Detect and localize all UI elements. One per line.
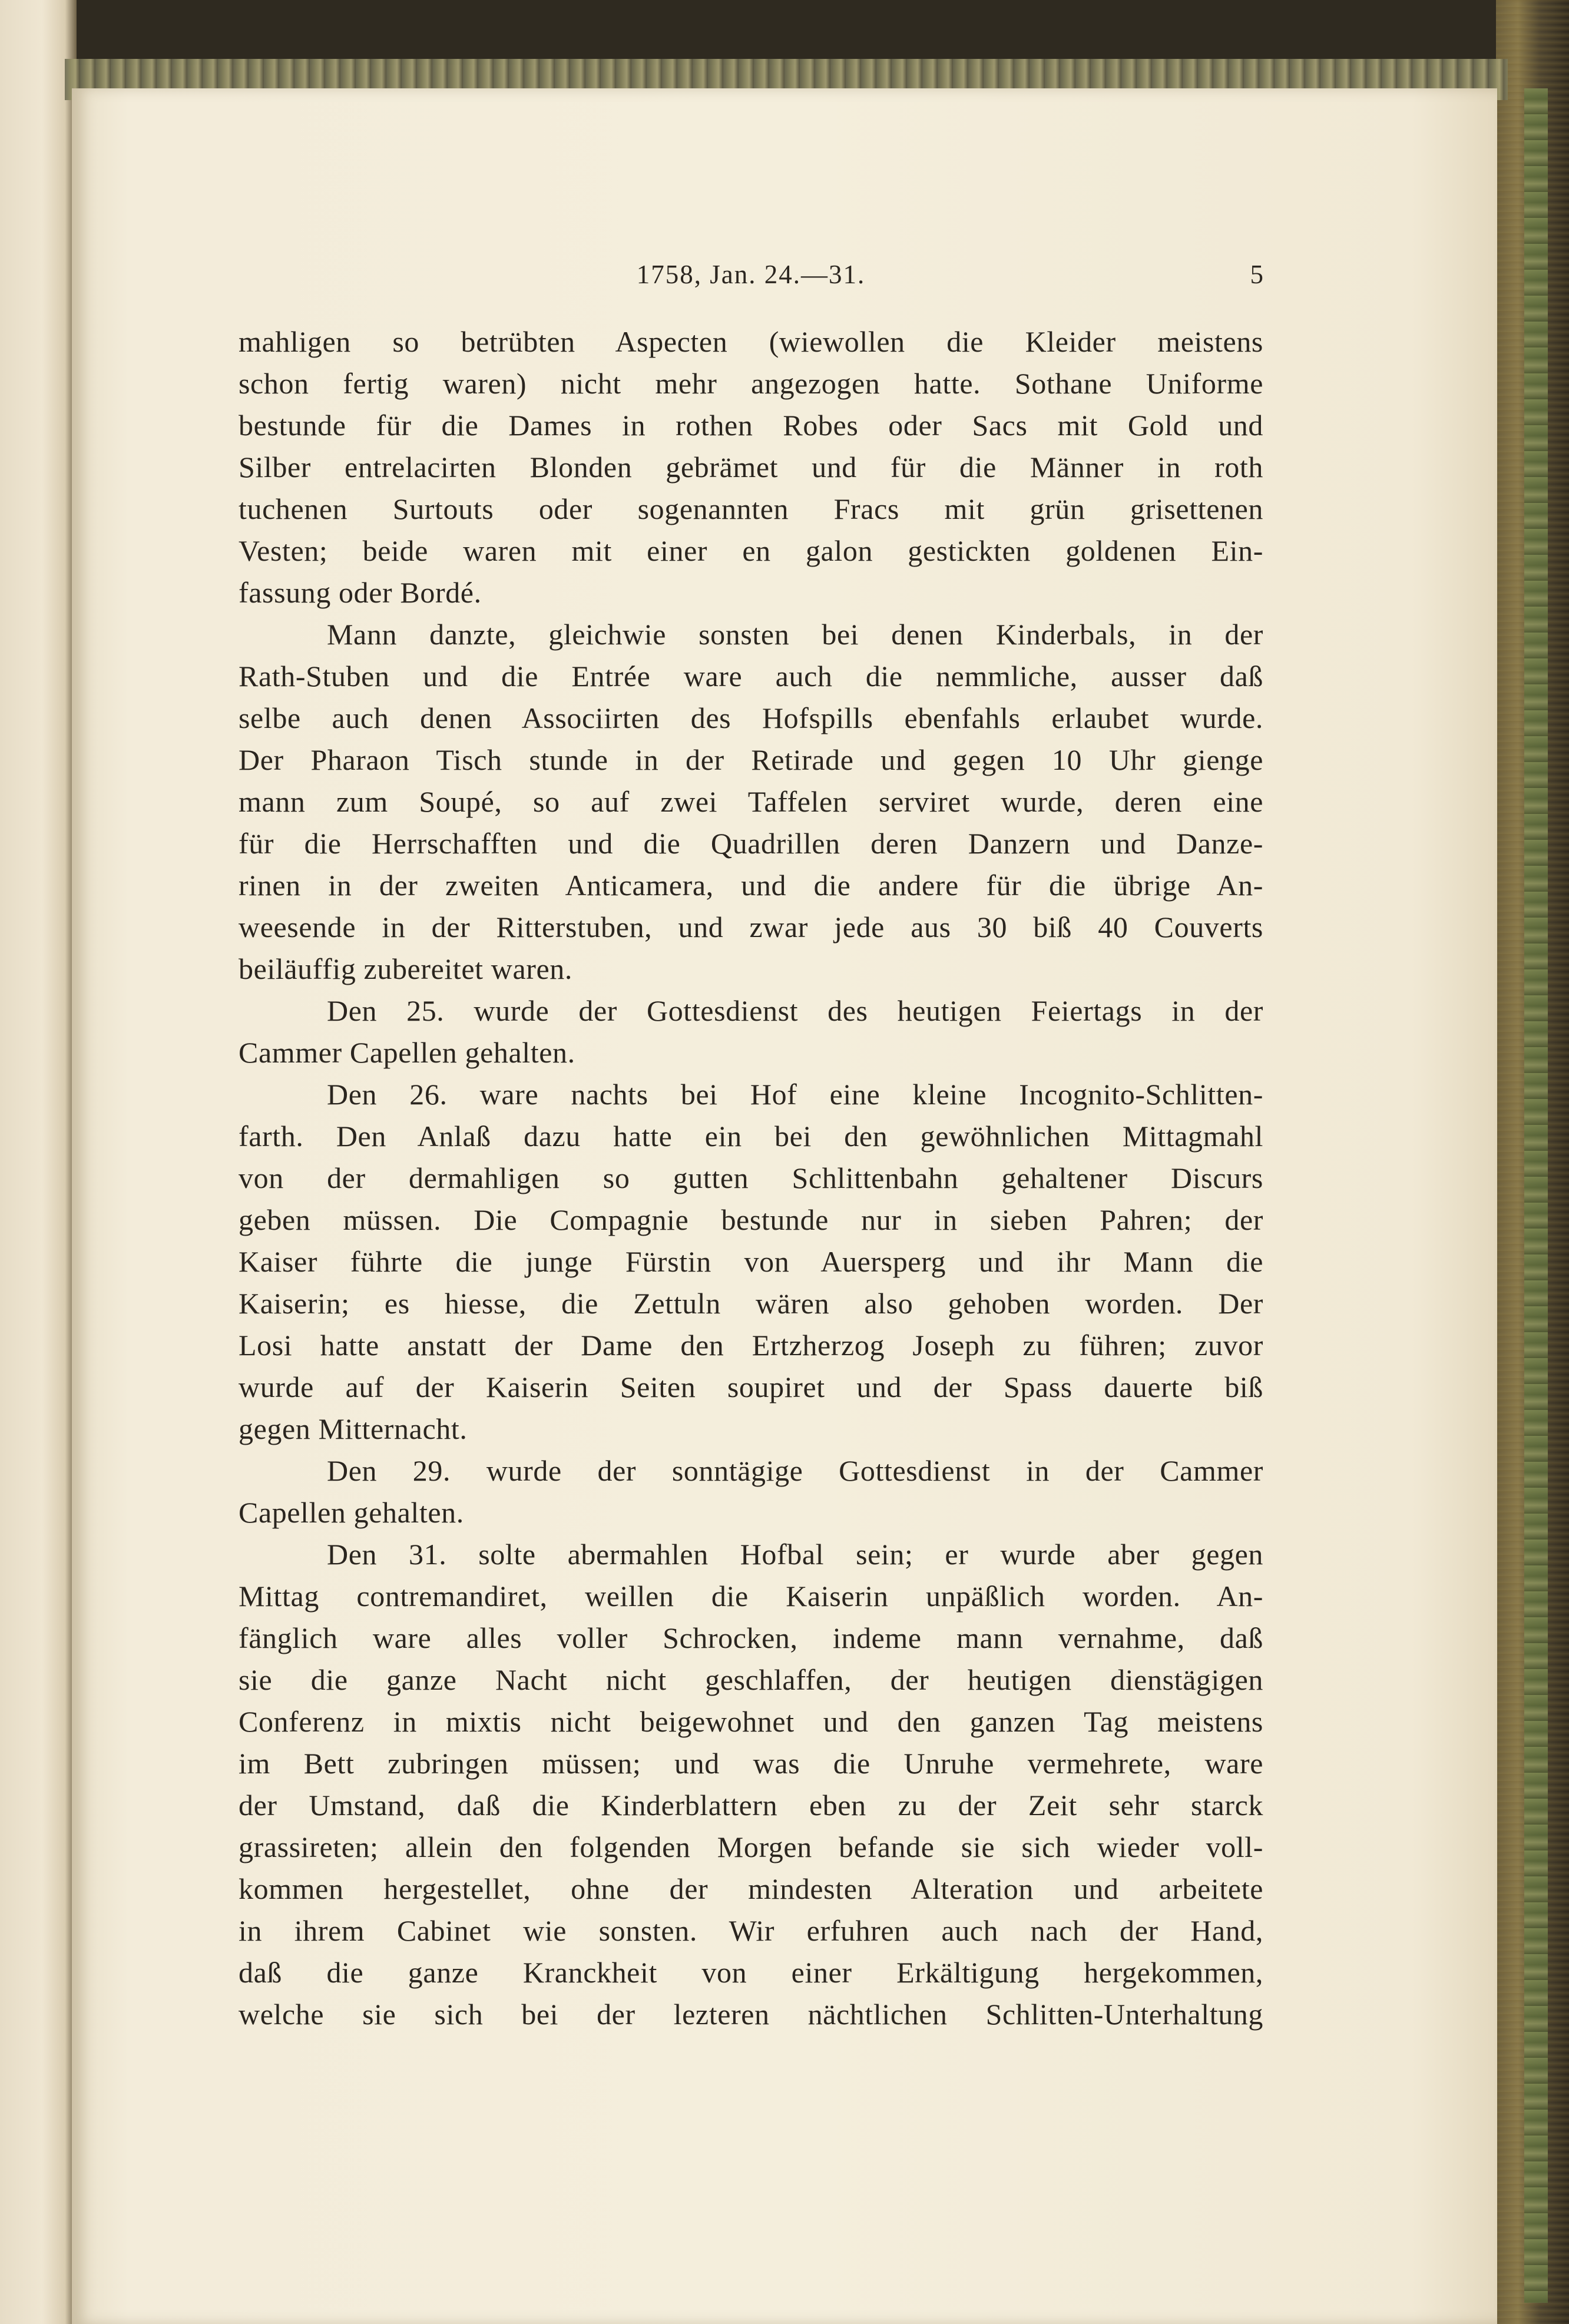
text-line: tuchenen Surtouts oder sogenannten Fracs mit grün grisettenen: [239, 492, 1263, 525]
text-line: schon fertig waren) nicht mehr angezogen hatte. Sothane Uniforme: [239, 367, 1263, 400]
text-line: Kaiserin; es hiesse, die Zettuln wären also gehoben worden. Der: [239, 1287, 1263, 1320]
text-line: mann zum Soupé, so auf zwei Taffelen serviret wurde, deren eine: [239, 785, 1263, 818]
text-line: Losi hatte anstatt der Dame den Ertzherzog Joseph zu führen; zuvor: [239, 1329, 1263, 1362]
text-line: Vesten; beide waren mit einer en galon gestickten goldenen Ein-: [239, 534, 1263, 567]
text-line: Den 29. wurde der sonntägige Gottesdienst in der Cammer: [327, 1454, 1263, 1487]
text-line: grassireten; allein den folgenden Morgen befande sie sich wieder voll-: [239, 1830, 1263, 1863]
text-line: Der Pharaon Tisch stunde in der Retirade und gegen 10 Uhr gienge: [239, 743, 1263, 776]
text-line: Den 26. ware nachts bei Hof eine kleine Incognito-Schlitten-: [327, 1078, 1263, 1111]
text-line: kommen hergestellet, ohne der mindesten Alteration und arbeitete: [239, 1872, 1263, 1905]
page-number: 5: [1250, 260, 1263, 289]
text-line: farth. Den Anlaß dazu hatte ein bei den gewöhnlichen Mittagmahl: [239, 1120, 1263, 1153]
text-line: geben müssen. Die Compagnie bestunde nur in sieben Pahren; der: [239, 1203, 1263, 1236]
text-line: mahligen so betrübten Aspecten (wiewollen die Kleider meistens: [239, 325, 1263, 358]
text-line: im Bett zubringen müssen; und was die Unruhe vermehrete, ware: [239, 1747, 1263, 1780]
text-line: wurde auf der Kaiserin Seiten soupiret und der Spass dauerte biß: [239, 1370, 1263, 1403]
text-line: Capellen gehalten.: [239, 1496, 464, 1529]
text-line: bestunde für die Dames in rothen Robes oder Sacs mit Gold und: [239, 409, 1263, 442]
page-header: [239, 257, 1263, 292]
text-line: fassung oder Bordé.: [239, 576, 482, 609]
text-line: daß die ganze Kranckheit von einer Erkältigung hergekommen,: [239, 1956, 1263, 1989]
text-line: sie die ganze Nacht nicht geschlaffen, der heutigen dienstägigen: [239, 1663, 1263, 1696]
text-line: gegen Mitternacht.: [239, 1412, 468, 1445]
text-line: in ihrem Cabinet wie sonsten. Wir erfuhren auch nach der Hand,: [239, 1914, 1263, 1947]
text-line: Silber entrelacirten Blonden gebrämet und für die Männer in roth: [239, 451, 1263, 484]
text-line: für die Herrschafften und die Quadrillen deren Danzern und Danze-: [239, 827, 1263, 860]
text-line: Rath-Stuben und die Entrée ware auch die nemmliche, ausser daß: [239, 660, 1263, 693]
text-line: Conferenz in mixtis nicht beigewohnet und den ganzen Tag meistens: [239, 1705, 1263, 1738]
text-line: rinen in der zweiten Anticamera, und die andere für die übrige An-: [239, 869, 1263, 902]
text-line: weesende in der Ritterstuben, und zwar jede aus 30 biß 40 Couverts: [239, 911, 1263, 943]
text-line: Cammer Capellen gehalten.: [239, 1036, 575, 1069]
text-line: Kaiser führte die junge Fürstin von Auersperg und ihr Mann die: [239, 1245, 1263, 1278]
text-line: der Umstand, daß die Kinderblattern eben zu der Zeit sehr starck: [239, 1789, 1263, 1822]
text-line: Mann danzte, gleichwie sonsten bei denen Kinderbals, in der: [327, 618, 1263, 651]
text-line: von der dermahligen so gutten Schlittenbahn gehaltener Discurs: [239, 1161, 1263, 1194]
body-text: [239, 321, 1263, 2035]
text-line: Den 25. wurde der Gottesdienst des heutigen Feiertags in der: [327, 994, 1263, 1027]
text-line: welche sie sich bei der lezteren nächtlichen Schlitten-Unterhaltung: [239, 1998, 1263, 2031]
text-line: beiläuffig zubereitet waren.: [239, 952, 572, 985]
text-line: fänglich ware alles voller Schrocken, indeme mann vernahme, daß: [239, 1621, 1263, 1654]
scan-background-top: [0, 0, 1569, 65]
running-head: 1758, Jan. 24.—31.: [636, 260, 866, 289]
text-line: selbe auch denen Associirten des Hofspills ebenfahls erlaubet wurde.: [239, 701, 1263, 734]
facing-page-edge: [0, 0, 77, 2324]
binding-cloth-stripe: [1524, 88, 1548, 2303]
text-line: Den 31. solte abermahlen Hofbal sein; er wurde aber gegen: [327, 1538, 1263, 1571]
text-line: Mittag contremandiret, weillen die Kaiserin unpäßlich worden. An-: [239, 1580, 1263, 1613]
